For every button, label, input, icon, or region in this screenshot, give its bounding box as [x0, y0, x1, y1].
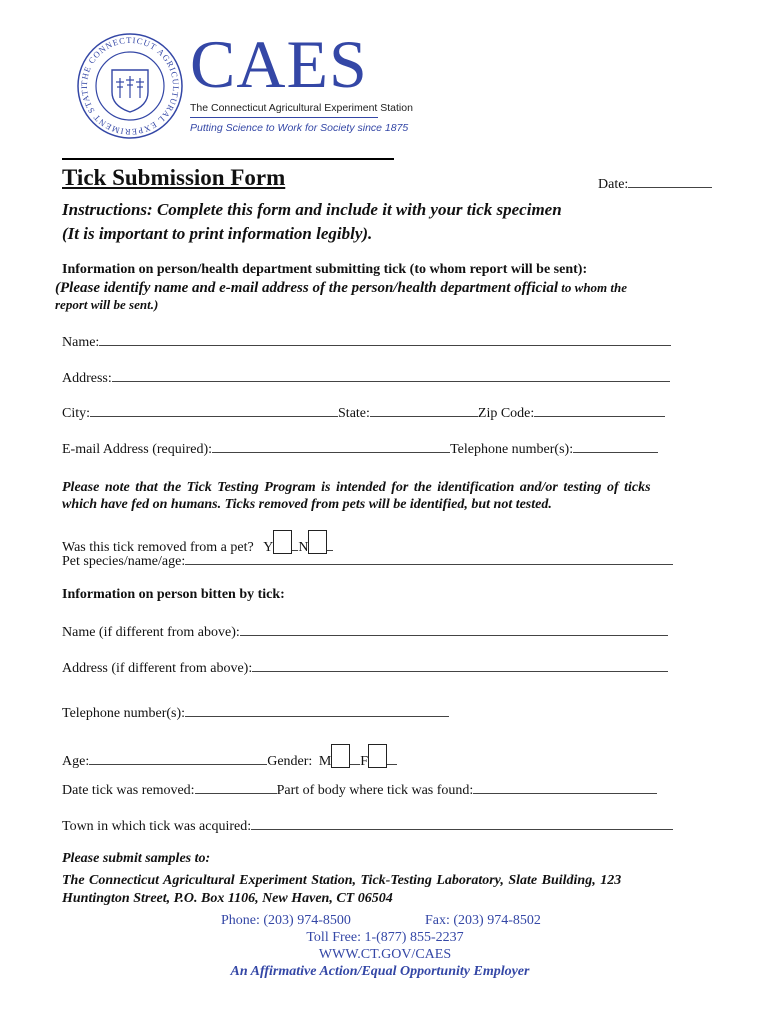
town-label: Town in which tick was acquired: [62, 819, 252, 834]
female-label: F [360, 754, 369, 769]
submitter-address-label: Address: [62, 371, 112, 386]
submitter-heading: Information on person/health department submitting tick (to whom report will be sent): [62, 262, 588, 277]
submitter-name-label: Name: [62, 335, 100, 350]
pet-species-label: Pet species/name/age: [62, 554, 186, 569]
date-removed-label: Date tick was removed: [62, 783, 195, 798]
submitter-note-tail: to whom the [558, 280, 628, 295]
male-label: M [318, 754, 332, 769]
submitter-note-line1 [55, 279, 627, 297]
town-field[interactable] [62, 816, 673, 835]
fax-number: Fax: (203) 974-8502 [425, 913, 541, 928]
date-field[interactable] [598, 174, 712, 193]
eeo-statement: An Affirmative Action/Equal Opportunity Employer [230, 964, 530, 979]
pet-no-label: N [298, 540, 309, 555]
caes-seal [76, 32, 184, 140]
submitter-email-phone[interactable] [62, 439, 658, 458]
pet-species-field[interactable] [62, 551, 673, 570]
page-title: Tick Submission Form [62, 165, 286, 190]
submitter-city-state-zip[interactable] [62, 403, 665, 422]
bitten-name-label: Name (if different from above): [62, 625, 240, 640]
bitten-phone-label: Telephone number(s): [62, 706, 186, 721]
age-gender-row [62, 744, 397, 770]
svg-text:THE CONNECTICUT AGRICULTURAL E: THE CONNECTICUT AGRICULTURAL EXPERIMENT STATI [78, 34, 182, 138]
gender-label: Gender: [267, 754, 313, 769]
caes-logo-text: CAES [190, 26, 368, 102]
instructions-line1: Instructions: Complete this form and include it with your tick specimen [62, 200, 562, 219]
bitten-address-field[interactable] [62, 658, 668, 677]
submitter-name-field[interactable] [62, 332, 671, 351]
pet-yes-label: Y [263, 540, 274, 555]
phone-number: Phone: (203) 974-8500 [221, 913, 351, 928]
lab-address-line1: The Connecticut Agricultural Experiment Station, Tick-Testing Laboratory, Slate Building, 123 [62, 873, 622, 888]
email-label: E-mail Address (required): [62, 442, 213, 457]
date-label: Date: [598, 177, 629, 192]
toll-free-number: Toll Free: 1-(877) 855-2237 [306, 930, 464, 945]
female-checkbox[interactable] [368, 744, 387, 768]
submitter-phone-label: Telephone number(s): [450, 442, 574, 457]
lab-address-line2: Huntington Street, P.O. Box 1106, New Haven, CT 06504 [62, 891, 393, 906]
body-part-label: Part of body where tick was found: [276, 783, 474, 798]
submitter-address-field[interactable] [62, 368, 670, 387]
zip-label: Zip Code: [477, 406, 535, 421]
state-label: State: [338, 406, 370, 421]
pet-question-label: Was this tick removed from a pet? [62, 540, 254, 555]
pet-note-line2: which have fed on humans. Ticks removed from pets will be identified, but not tested. [62, 497, 552, 512]
logo-divider [190, 117, 378, 118]
bitten-address-label: Address (if different from above): [62, 661, 253, 676]
tagline: Putting Science to Work for Society since 1875 [190, 122, 409, 134]
submitter-note-line2: report will be sent.) [55, 297, 159, 312]
website-link[interactable]: WWW.CT.GOV/CAES [318, 947, 452, 962]
bitten-name-field[interactable] [62, 622, 668, 641]
date-bodypart-row[interactable] [62, 780, 657, 799]
age-field[interactable] [89, 751, 267, 765]
title-rule [62, 158, 394, 160]
org-name: The Connecticut Agricultural Experiment Station [190, 102, 413, 114]
instructions-line2: (It is important to print information legibly). [62, 224, 373, 243]
pet-note-line1: Please note that the Tick Testing Program is intended for the identification and/or testing of ticks [62, 480, 651, 495]
bitten-heading: Information on person bitten by tick: [62, 587, 285, 602]
submit-heading: Please submit samples to: [62, 851, 211, 866]
bitten-phone-field[interactable] [62, 703, 449, 722]
city-label: City: [62, 406, 91, 421]
male-checkbox[interactable] [331, 744, 350, 768]
age-label: Age: [62, 754, 90, 769]
submitter-note-main: (Please identify name and e-mail address of the person/health department official [55, 280, 559, 296]
